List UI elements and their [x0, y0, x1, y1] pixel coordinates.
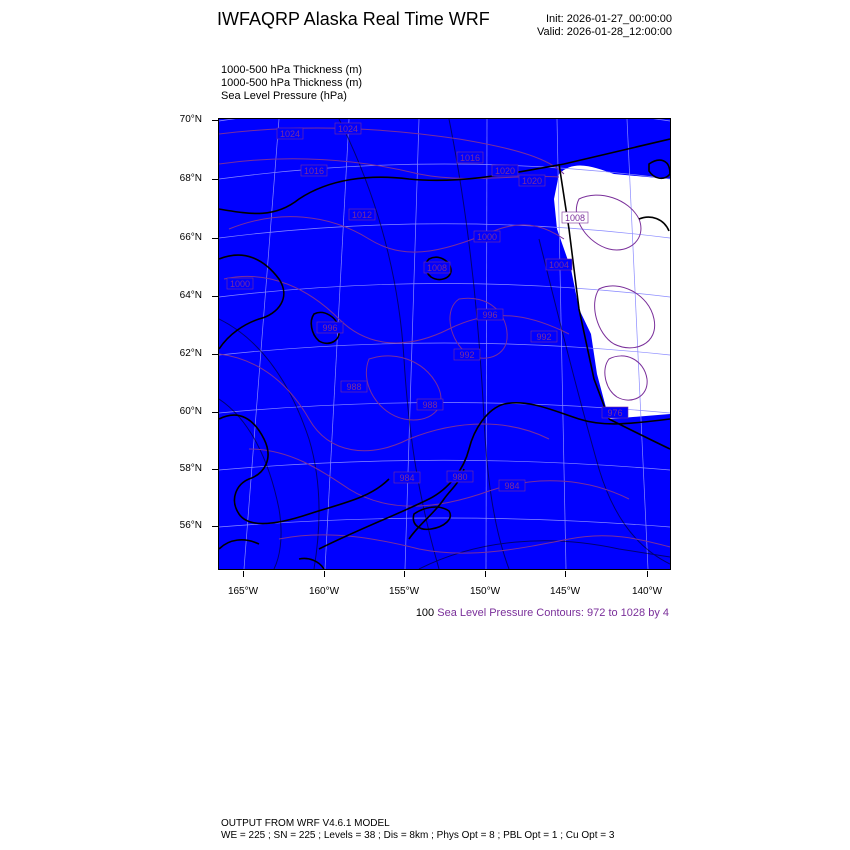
contour-label	[447, 471, 473, 482]
svg-text:1008: 1008	[426, 263, 448, 273]
lon-label-140: 140°W	[631, 586, 663, 597]
contour-label	[301, 165, 327, 176]
svg-text:1000: 1000	[229, 279, 251, 289]
lat-label-64: 64°N	[179, 290, 202, 301]
contour-label	[341, 381, 367, 392]
contour-label	[417, 399, 443, 410]
svg-text:1000: 1000	[476, 232, 498, 242]
svg-text:1024: 1024	[337, 124, 359, 134]
contour-label	[335, 123, 361, 134]
field-label-thickness-2: 1000-500 hPa Thickness (m)	[221, 77, 363, 89]
plot-title: IWFAQRP Alaska Real Time WRF	[217, 9, 490, 29]
init-time: Init: 2026-01-27_00:00:00	[546, 13, 672, 25]
map-panel	[218, 118, 671, 570]
lon-label-165: 165°W	[227, 586, 259, 597]
contour-label	[277, 128, 303, 139]
model-info-line-2: WE = 225 ; SN = 225 ; Levels = 38 ; Dis = 8km ; Phys Opt = 8 ; PBL Opt = 1 ; Cu Opt = 3	[221, 830, 615, 841]
lon-label-155: 155°W	[388, 586, 420, 597]
contour-label	[562, 212, 588, 223]
svg-text:996: 996	[322, 323, 338, 333]
lat-label-68: 68°N	[179, 173, 202, 184]
contour-label	[457, 152, 483, 163]
svg-text:984: 984	[504, 481, 520, 491]
contour-label	[492, 165, 518, 176]
svg-text:1008: 1008	[564, 213, 586, 223]
contour-info-text: Sea Level Pressure Contours: 972 to 1028 by 4	[437, 607, 669, 619]
contour-label	[474, 231, 500, 242]
svg-text:1020: 1020	[521, 176, 543, 186]
lat-label-66: 66°N	[179, 232, 202, 243]
contour-label	[519, 175, 545, 186]
svg-text:988: 988	[346, 382, 362, 392]
contour-label	[531, 331, 557, 342]
lat-label-60: 60°N	[179, 406, 202, 417]
contour-label	[477, 309, 503, 320]
lon-tick	[485, 571, 486, 577]
lon-label-145: 145°W	[549, 586, 581, 597]
svg-text:988: 988	[422, 400, 438, 410]
lat-label-62: 62°N	[179, 348, 202, 359]
field-label-slp: Sea Level Pressure (hPa)	[221, 90, 347, 102]
svg-text:984: 984	[399, 473, 415, 483]
svg-text:980: 980	[452, 472, 468, 482]
contour-info	[416, 607, 669, 619]
contour-label	[454, 349, 480, 360]
contour-info-prefix: 100	[415, 607, 435, 619]
svg-text:1012: 1012	[351, 210, 373, 220]
svg-text:992: 992	[459, 350, 475, 360]
lon-tick	[647, 571, 648, 577]
lat-label-70: 70°N	[179, 114, 202, 125]
contour-label	[602, 407, 628, 418]
svg-text:1024: 1024	[279, 129, 301, 139]
field-label-thickness-1: 1000-500 hPa Thickness (m)	[221, 64, 363, 76]
contour-label	[317, 322, 343, 333]
map-svg	[219, 119, 670, 569]
svg-text:992: 992	[536, 332, 552, 342]
lon-tick	[404, 571, 405, 577]
lon-tick	[324, 571, 325, 577]
contour-label	[546, 259, 572, 270]
lon-tick	[565, 571, 566, 577]
contour-label	[349, 209, 375, 220]
lat-label-58: 58°N	[179, 463, 202, 474]
svg-text:1020: 1020	[494, 166, 516, 176]
svg-text:1004: 1004	[548, 260, 570, 270]
contour-label	[227, 278, 253, 289]
lat-label-56: 56°N	[179, 520, 202, 531]
contour-label	[424, 262, 450, 273]
contour-label	[499, 480, 525, 491]
valid-time: Valid: 2026-01-28_12:00:00	[537, 26, 672, 38]
svg-text:976: 976	[607, 408, 623, 418]
svg-text:996: 996	[482, 310, 498, 320]
svg-text:1016: 1016	[459, 153, 481, 163]
lon-tick	[243, 571, 244, 577]
lon-label-150: 150°W	[469, 586, 501, 597]
svg-text:1016: 1016	[303, 166, 325, 176]
model-info-line-1: OUTPUT FROM WRF V4.6.1 MODEL	[221, 818, 390, 829]
lon-label-160: 160°W	[308, 586, 340, 597]
contour-label	[394, 472, 420, 483]
